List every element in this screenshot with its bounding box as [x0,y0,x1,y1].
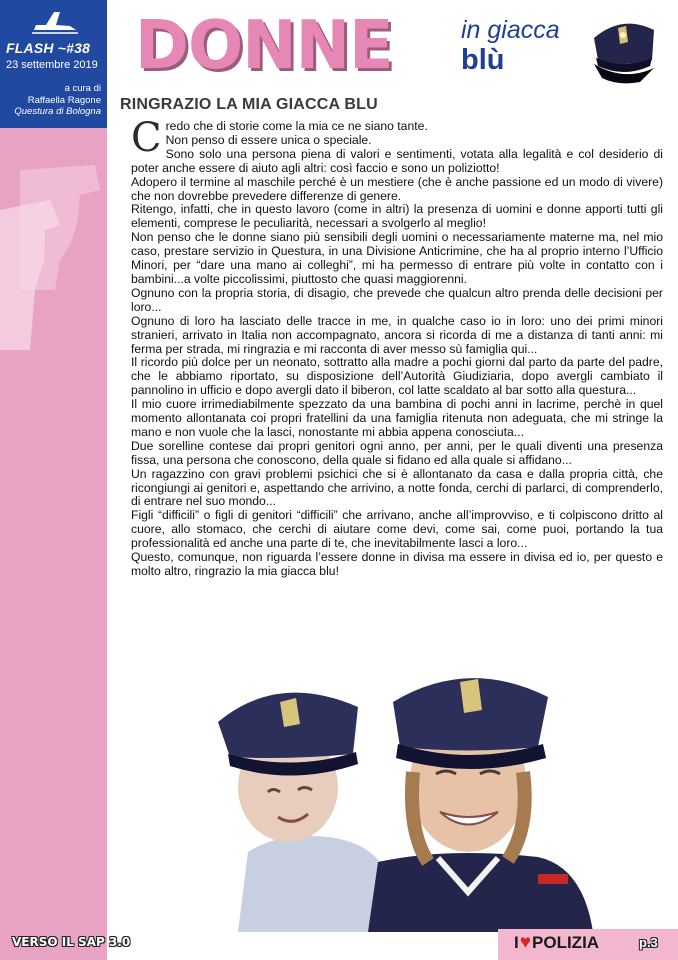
left-sidebar [0,0,107,960]
brand-suffix: POLIZIA [532,933,600,952]
article-paragraph: Non penso che le donne siano più sensibili degli uomini o necessariamente materne ma, nel mio caso, prestare servizio in Questura, in una Divisione Anticrimine, che ha al proprio interno l’Ufficio Minori, per “dare una mano ai colleghi”, mi ha permesso di entrare più volte in contatto con i bambini...a volte piccolissimi, piuttosto che quasi maggiorenni. [131,230,663,286]
article-headline: RINGRAZIO LA MIA GIACCA BLU [120,96,378,113]
article-paragraph: Il ricordo più dolce per un neonato, sottratto alla madre a pochi giorni dal parto da parte del padre, che le abbiamo riportato, su disposizione dell’Autorità Giudiziaria, dopo avergli cambiato il pannolino in ufficio e dopo avergli dato il biberon, col latte scaldato al bar sotto alla questura... [131,355,663,398]
page-title: DONNE [135,6,393,84]
article-paragraph: Sono solo una persona piena di valori e sentimenti, votata alla legalità e col desiderio di poter anche essere di aiuto agli altri: così faccio e sono un poliziotto! [131,146,663,175]
issue-date: 23 settembre 2019 [6,59,98,71]
article-paragraph: Ognuno di loro ha lasciato delle tracce in me, in qualche caso io in loro: uno dei primi minori stranieri, arrivato in Italia non accompagnato, ancora si ricorda di me a distanza di tanti anni: mi ferma per strada, mi ringrazia e mi racconta di aver messo sù famiglia qui... [131,313,663,356]
article-paragraph: Figli “difficili” o figli di genitori “difficili” che arrivano, anche all’improvviso, e ti colpiscono dritto al cuore, allo stomaco, che cerchi di aiutare come devi, come sai, come puoi, portando la tua professionalità ed anche una parte di te, che inevitabilmente lasci a loro... [131,508,663,551]
curator-name: Raffaella Ragone [27,94,101,106]
curator-office: Questura di Bologna [14,106,101,117]
police-cap-icon [584,8,662,86]
page-subtitle-line1: in giacca [461,16,560,44]
jet-logo-icon [30,8,80,36]
police-silhouettes-graphic [0,150,107,390]
article-paragraph: Due sorelline contese dai propri genitori ogni anno, per anni, per le quali diventi una presenza fissa, una persona che conoscono, della quale si fidano ed alla quale si affidano... [131,438,663,467]
heart-icon: ♥ [519,932,532,953]
issue-title: FLASH ~#38 [6,40,91,56]
page-subtitle-line2: blù [461,44,505,76]
curator-credit [14,83,101,118]
article-paragraph: Credo che di storie come la mia ce ne siano tante. [131,115,428,161]
article-paragraph: Un ragazzino con gravi problemi psichici che si è allontanato da casa e dalla propria città, che ricongiungi ai genitori e, aspettando che arrivino, a notte fonda, cerchi di parlarci, di comprenderlo, di entrare nel suo mondo... [131,466,663,509]
officer-and-child-illustration [208,662,628,932]
article-paragraph: Non penso di essere unica o speciale. [165,132,372,147]
page-number: p.3 [639,935,658,950]
article-paragraph: Il mio cuore irrimediabilmente spezzato da una bambina di pochi anni in lacrime, perchè in quel momento allontanata coi propri fratellini da una famiglia ritenuta non adeguata, che mi stringe la mano e non vuole che la lasci, nonostante mi abbia appena conosciuta... [131,397,663,439]
footer-brand [514,932,599,954]
flash-header-box [0,0,107,128]
curated-label: a cura di [64,83,101,94]
article-paragraph: Adopero il termine al maschile perché è un mestiere (che è anche passione ed un modo di vivere) che non dovrebbe prevedere differenze di genere. [131,174,663,203]
article-paragraph: Ritengo, infatti, che in questo lavoro (come in altri) la presenza di uomini e donne apporti tutti gli elementi, comprese le peculiarità, necessari a svolgerlo al meglio! [131,202,663,231]
article-body [131,115,663,579]
article-paragraph: Questo, comunque, non riguarda l’essere donne in divisa ma essere in divisa ed io, per questo e molto altro, ringrazio la mia giacca blu! [131,550,663,578]
article-paragraph: Ognuno con la propria storia, di disagio, che prevede che qualcun altro prenda delle decisioni per loro... [131,285,663,314]
footer-label: VERSO IL SAP 3.0 [12,935,131,949]
drop-cap: C [131,115,162,161]
brand-prefix: I [514,933,519,952]
